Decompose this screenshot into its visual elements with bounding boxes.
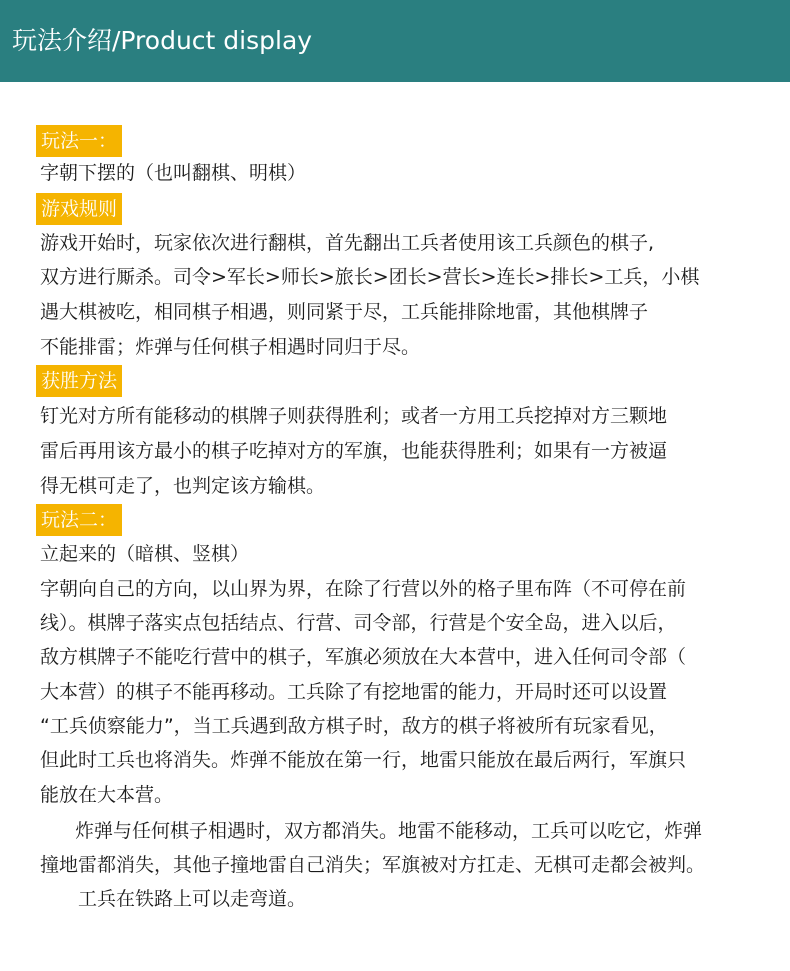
text-line: 线）。棋牌子落实点包括结点、行营、司令部，行营是个安全岛，进入以后， [40, 612, 677, 634]
text-line: “工兵侦察能力”，当工兵遇到敌方棋子时，敌方的棋子将被所有玩家看见， [40, 715, 668, 737]
text-line: 得无棋可走了，也判定该方输棋。 [40, 475, 326, 497]
text-line: 工兵在铁路上可以走弯道。 [78, 888, 307, 910]
text-line: 游戏开始时，玩家依次进行翻棋，首先翻出工兵者使用该工兵颜色的棋子, [40, 232, 655, 254]
text-line: 但此时工兵也将消失。炸弹不能放在第一行，地雷只能放在最后两行，军旗只 [40, 749, 687, 771]
text-line: 大本营）的棋子不能再移动。工兵除了有挖地雷的能力，开局时还可以设置 [40, 681, 668, 703]
text-line: 敌方棋牌子不能吃行营中的棋子，军旗必须放在大本营中，进入任何司令部（ [40, 646, 687, 668]
text-line: 雷后再用该方最小的棋子吃掉对方的军旗，也能获得胜利；如果有一方被逼 [40, 440, 668, 462]
text-line: 字朝向自己的方向，以山界为界，在除了行营以外的格子里布阵（不可停在前 [40, 578, 687, 600]
text-line: 立起来的（暗棋、竖棋） [40, 543, 250, 565]
header-bar [0, 0, 790, 82]
section-tag-win-method: 获胜方法 [36, 365, 122, 397]
page-title: 玩法介绍/Product display [12, 26, 313, 55]
text-line: 撞地雷都消失，其他子撞地雷自己消失；军旗被对方扛走、无棋可走都会被判。 [40, 854, 706, 876]
text-line: 字朝下摆的（也叫翻棋、明棋） [40, 162, 307, 184]
section-tag-game-rules: 游戏规则 [36, 193, 122, 225]
text-line: 能放在大本营。 [40, 784, 174, 806]
text-line: 双方进行厮杀。司令>军长>师长>旅长>团长>营长>连长>排长>工兵，小棋 [40, 266, 700, 288]
section-tag-rule-two: 玩法二： [36, 504, 122, 536]
text-line: 不能排雷；炸弹与任何棋子相遇时同归于尽。 [40, 336, 421, 358]
section-tag-rule-one: 玩法一： [36, 125, 122, 157]
text-line: 炸弹与任何棋子相遇时，双方都消失。地雷不能移动，工兵可以吃它，炸弹 [75, 820, 703, 842]
text-line: 钉光对方所有能移动的棋牌子则获得胜利；或者一方用工兵挖掉对方三颗地 [40, 405, 668, 427]
text-line: 遇大棋被吃，相同棋子相遇，则同紧于尽，工兵能排除地雷，其他棋牌子 [40, 301, 649, 323]
